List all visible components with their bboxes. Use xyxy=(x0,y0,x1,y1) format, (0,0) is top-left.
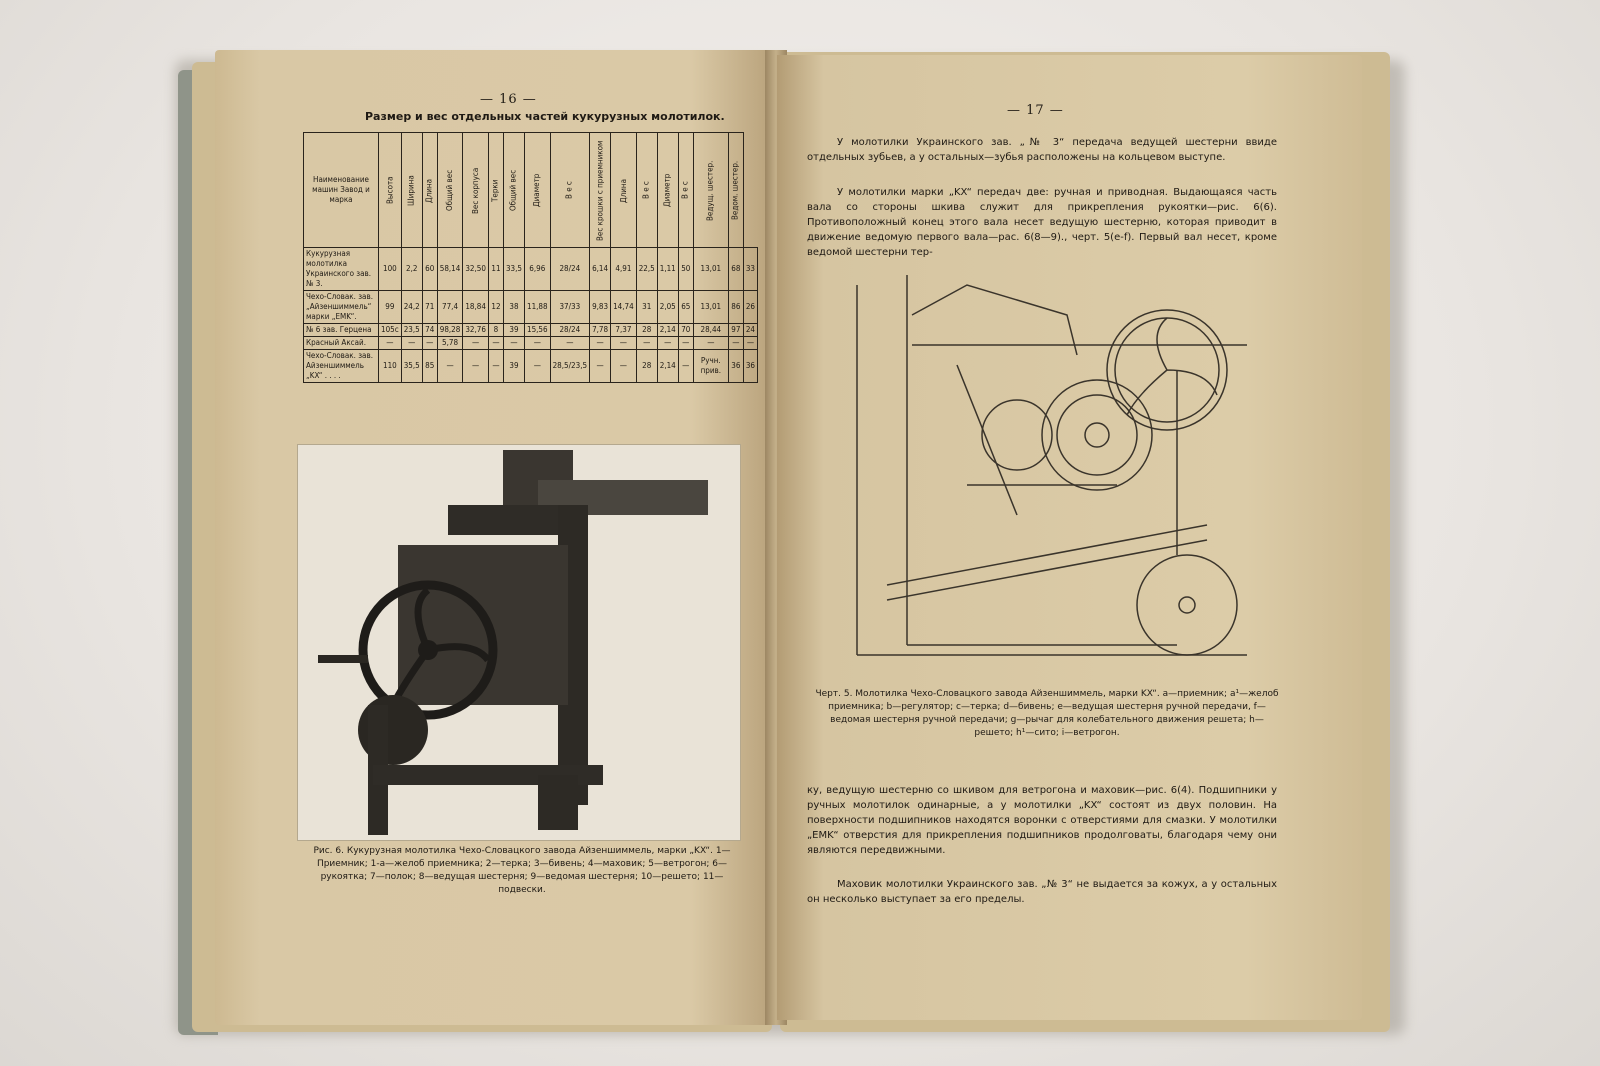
drawing-5-caption: Черт. 5. Молотилка Чехо-Словацкого завода Айзеншиммель, марки KX“. а—приемник; a¹—желоб приемника; b—регулятор; с—терка; d—бивень; е—ведущая шестерня ручной передачи, f—ведомая шестерня ручной передачи; g—рычаг для колебательного движения решета; h—решето; h¹—сито; i—ветрогон. xyxy=(815,689,1279,738)
col-header: В е с xyxy=(636,133,657,248)
paragraph-4: Маховик молотилки Украинского зав. „№ 3“ не выдается за кожух, а у остальных он несколько выступает за его пределы. xyxy=(807,879,1277,905)
table-cell: — xyxy=(437,350,463,383)
figure-6-caption: Рис. 6. Кукурузная молотилка Чехо-Словацкого завода Айзеншиммель, марки „KX“. 1—Приемник; 1-а—желоб приемника; 2—терка; 3—бивень; 4—маховик; 5—ветрогон; 6—рукоятка; 7—полок; 8—ведущая шестерня; 9—ведомая шестерня; 10—решето; 11—подвески. xyxy=(313,846,731,895)
table-cell: 13,01 xyxy=(693,248,728,291)
table-cell: 71 xyxy=(422,291,437,324)
table-cell: 8 xyxy=(488,324,503,337)
table-cell: 6,96 xyxy=(524,248,550,291)
table-cell: — xyxy=(728,337,743,350)
table-cell: 31 xyxy=(636,291,657,324)
table-cell: 11,88 xyxy=(524,291,550,324)
table-cell: 86 xyxy=(728,291,743,324)
table-cell: 28 xyxy=(636,350,657,383)
col-header: Вес корпуса xyxy=(463,133,489,248)
table-cell: 65 xyxy=(678,291,693,324)
table-cell: — xyxy=(488,337,503,350)
table-cell: — xyxy=(678,337,693,350)
page-number-right: — 17 — xyxy=(1007,103,1064,118)
spec-table xyxy=(303,132,758,383)
table-cell: 6,14 xyxy=(590,248,611,291)
table-cell: 28/24 xyxy=(550,324,589,337)
table-cell: — xyxy=(657,337,678,350)
col-header: Длина xyxy=(611,133,637,248)
col-header: Ведущ. шестер. xyxy=(693,133,728,248)
name-header: Наименование машин Завод и марка xyxy=(304,133,379,248)
table-cell: 28,5/23,5 xyxy=(550,350,589,383)
right-page xyxy=(777,55,1362,1020)
table-row xyxy=(304,291,758,324)
table-cell: 99 xyxy=(379,291,402,324)
table-cell: 36 xyxy=(728,350,743,383)
col-header: Длина xyxy=(422,133,437,248)
col-header: Общий вес xyxy=(503,133,524,248)
table-cell: — xyxy=(678,350,693,383)
table-cell: 39 xyxy=(503,324,524,337)
table-cell: 60 xyxy=(422,248,437,291)
table-cell: 12 xyxy=(488,291,503,324)
table-cell: 98,28 xyxy=(437,324,463,337)
table-cell: 1,11 xyxy=(657,248,678,291)
col-header: Диаметр xyxy=(524,133,550,248)
table-cell: — xyxy=(401,337,422,350)
table-cell: 37/33 xyxy=(550,291,589,324)
col-header: Диаметр xyxy=(657,133,678,248)
spec-table-body xyxy=(304,248,758,383)
table-cell: 9,83 xyxy=(590,291,611,324)
paragraph-2: У молотилки марки „KX“ передач две: ручная и приводная. Выдающаяся часть вала со стороны шкива служит для прикрепления рукоятки—рис. 6(6). Противоположный конец этого вала несет ведущую шестерню, которая приводит в движение ведомую первого вала—рас. 6(8—9)., черт. 5(е-f). Первый вал несет, кроме ведомой шестерни тер- xyxy=(807,187,1277,258)
machine-photo xyxy=(297,444,741,841)
table-cell: 13,01 xyxy=(693,291,728,324)
thresher-illustration xyxy=(298,445,740,840)
table-header-row xyxy=(304,133,758,248)
table-cell: 14,74 xyxy=(611,291,637,324)
table-cell: 50 xyxy=(678,248,693,291)
table-cell: 38 xyxy=(503,291,524,324)
table-cell: — xyxy=(379,337,402,350)
table-cell: 2,2 xyxy=(401,248,422,291)
table-title: Размер и вес отдельных частей кукурузных молотилок. xyxy=(365,110,725,123)
row-name: № 6 зав. Герцена xyxy=(304,324,379,337)
table-cell: 28,44 xyxy=(693,324,728,337)
table-cell: — xyxy=(463,350,489,383)
col-header: Высота xyxy=(379,133,402,248)
table-cell: — xyxy=(463,337,489,350)
table-row xyxy=(304,350,758,383)
table-cell: 23,5 xyxy=(401,324,422,337)
table-cell: 74 xyxy=(422,324,437,337)
col-header: Ведом. шестер. xyxy=(728,133,743,248)
col-header: Терки xyxy=(488,133,503,248)
table-cell: 77,4 xyxy=(437,291,463,324)
table-cell: 70 xyxy=(678,324,693,337)
row-name: Кукурузная молотилка Украинского зав. № 3. xyxy=(304,248,379,291)
table-cell: — xyxy=(422,337,437,350)
table-row xyxy=(304,337,758,350)
table-cell: 100 xyxy=(379,248,402,291)
table-cell: 68 xyxy=(728,248,743,291)
table-cell: 2,05 xyxy=(657,291,678,324)
table-cell: 15,56 xyxy=(524,324,550,337)
row-name: Красный Аксай. xyxy=(304,337,379,350)
col-header: Общий вес xyxy=(437,133,463,248)
table-cell: 2,14 xyxy=(657,324,678,337)
table-cell: 2,14 xyxy=(657,350,678,383)
table-cell: 28/24 xyxy=(550,248,589,291)
table-cell: — xyxy=(611,350,637,383)
table-cell: 32,76 xyxy=(463,324,489,337)
table-cell: 24 xyxy=(743,324,757,337)
table-cell: 97 xyxy=(728,324,743,337)
table-row xyxy=(304,248,758,291)
table-cell: 11 xyxy=(488,248,503,291)
table-cell: 5,78 xyxy=(437,337,463,350)
table-cell: 18,84 xyxy=(463,291,489,324)
table-cell: 28 xyxy=(636,324,657,337)
col-header: Ширина xyxy=(401,133,422,248)
table-cell: — xyxy=(636,337,657,350)
table-cell: — xyxy=(550,337,589,350)
table-cell: 26 xyxy=(743,291,757,324)
table-cell: — xyxy=(503,337,524,350)
row-name: Чехо-Словак. зав. „Айзеншиммель“ марки „EMK“. xyxy=(304,291,379,324)
table-cell: — xyxy=(693,337,728,350)
table-cell: 35,5 xyxy=(401,350,422,383)
table-cell: 105c xyxy=(379,324,402,337)
paragraph-1: У молотилки Украинского зав. „№ 3“ передача ведущей шестерни ввиде отдельных зубьев, а у остальных—зубья расположены на кольцевом выступе. xyxy=(807,137,1277,163)
table-cell: 4,91 xyxy=(611,248,637,291)
table-cell: Ручн. прив. xyxy=(693,350,728,383)
machine-schematic xyxy=(817,255,1267,680)
table-cell: 32,50 xyxy=(463,248,489,291)
row-name: Чехо-Словак. зав. Айзеншиммель „KX“ . . . . xyxy=(304,350,379,383)
table-cell: 7,37 xyxy=(611,324,637,337)
table-row xyxy=(304,324,758,337)
paragraph-3: ку, ведущую шестерню со шкивом для ветрогона и маховик—рис. 6(4). Подшипники у ручных молотилок одинарные, а у молотилки „KX“ состоят из двух половин. На поверхности подшипников находятся воронки с отверстиями для смазки. У молотилки „EMK“ отверстия для прикрепления подшипников продолговаты, благодаря чему они являются передвижными. xyxy=(807,785,1277,856)
table-cell: 22,5 xyxy=(636,248,657,291)
table-cell: — xyxy=(524,350,550,383)
table-cell: — xyxy=(524,337,550,350)
table-cell: 58,14 xyxy=(437,248,463,291)
table-cell: 24,2 xyxy=(401,291,422,324)
table-cell: — xyxy=(488,350,503,383)
table-cell: 33,5 xyxy=(503,248,524,291)
table-cell: — xyxy=(611,337,637,350)
col-header: Вес крошки с приемником xyxy=(590,133,611,248)
table-cell: 36 xyxy=(743,350,757,383)
left-page xyxy=(215,50,775,1025)
table-cell: — xyxy=(590,337,611,350)
technical-drawing xyxy=(817,255,1267,680)
page-number-left: — 16 — xyxy=(480,92,537,107)
table-cell: 33 xyxy=(743,248,757,291)
table-cell: — xyxy=(590,350,611,383)
table-cell: 39 xyxy=(503,350,524,383)
table-cell: 85 xyxy=(422,350,437,383)
table-cell: 110 xyxy=(379,350,402,383)
col-header: В е с xyxy=(678,133,693,248)
table-cell: 7,78 xyxy=(590,324,611,337)
col-header: В е с xyxy=(550,133,589,248)
table-cell: — xyxy=(743,337,757,350)
